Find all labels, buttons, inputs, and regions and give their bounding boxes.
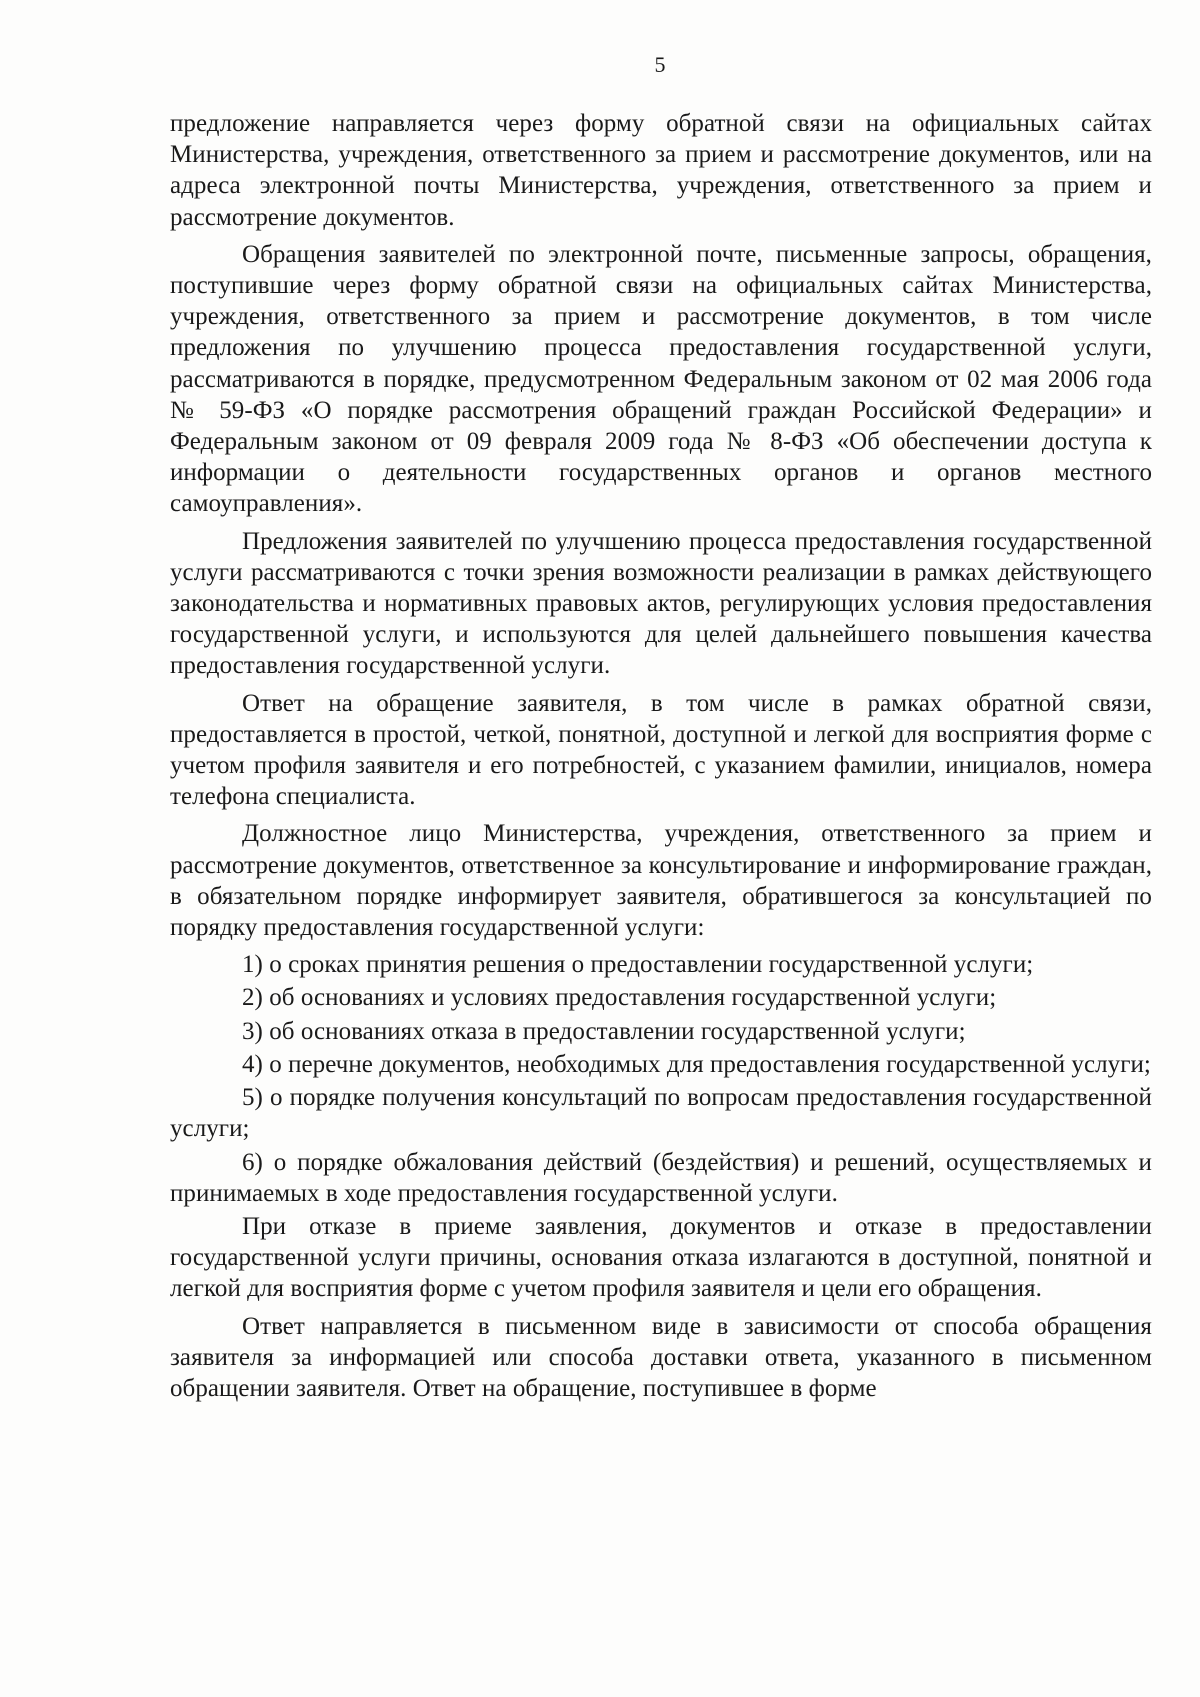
paragraph: Ответ на обращение заявителя, в том числе в рамках обратной связи, предоставляется в простой, четкой, понятной, доступной и легкой для восприятия форме с учетом профиля заявителя и его потребностей, с указанием фамилии, инициалов, номера телефона специалиста. (170, 689, 1152, 811)
document-body (170, 108, 1152, 1410)
paragraph: Должностное лицо Министерства, учреждения, ответственного за прием и рассмотрение документов, ответственное за консультирование и информирование граждан, в обязательном порядке информирует заявителя, обратившегося за консультацией по порядку предоставления государственной услуги: (170, 820, 1152, 942)
list-item: 3) об основаниях отказа в предоставлении государственной услуги; (242, 1017, 966, 1045)
list-item: 2) об основаниях и условиях предоставления государственной услуги; (242, 984, 997, 1012)
paragraph: Предложения заявителей по улучшению процесса предоставления государственной услуги рассматриваются с точки зрения возможности реализации в рамках действующего законодательства и нормативных правовых актов, регулирующих условия предоставления государственной услуги, и используются для целей дальнейшего повышения качества предоставления государственной услуги. (170, 527, 1152, 680)
paragraph: Обращения заявителей по электронной почте, письменные запросы, обращения, поступившие через форму обратной связи на официальных сайтах Министерства, учреждения, ответственного за прием и рассмотрение документов, в том числе предложения по улучшению процесса предоставления государственной услуги, рассматриваются в порядке, предусмотренном Федеральным законом от 02 мая 2006 года № 59-ФЗ «О порядке рассмотрения обращений граждан Российской Федерации» и Федеральным законом от 09 февраля 2009 года № 8-ФЗ «Об обеспечении доступа к информации о деятельности государственных органов и органов местного самоуправления». (170, 240, 1152, 518)
list-item: 4) о перечне документов, необходимых для предоставления государственной услуги; (242, 1050, 1151, 1078)
page-number: 5 (654, 52, 666, 77)
list-item: 5) о порядке получения консультаций по вопросам предоставления государственной услуги; (170, 1084, 1152, 1143)
paragraph: При отказе в приеме заявления, документов и отказе в предоставлении государственной услуги причины, основания отказа излагаются в доступной, понятной и легкой для восприятия форме с учетом профиля заявителя и цели его обращения. (170, 1212, 1152, 1303)
paragraph: предложение направляется через форму обратной связи на официальных сайтах Министерства, учреждения, ответственного за прием и рассмотрение документов, или на адреса электронной почты Министерства, учреждения, ответственного за прием и рассмотрение документов. (170, 110, 1152, 231)
list-item: 6) о порядке обжалования действий (бездействия) и решений, осуществляемых и принимаемых в ходе предоставления государственной услуги. (170, 1148, 1152, 1207)
list-item: 1) о сроках принятия решения о предоставлении государственной услуги; (242, 951, 1034, 979)
paragraph: Ответ направляется в письменном виде в зависимости от способа обращения заявителя за информацией или способа доставки ответа, указанного в письменном обращении заявителя. Ответ на обращение, поступившее в форме (170, 1312, 1152, 1402)
